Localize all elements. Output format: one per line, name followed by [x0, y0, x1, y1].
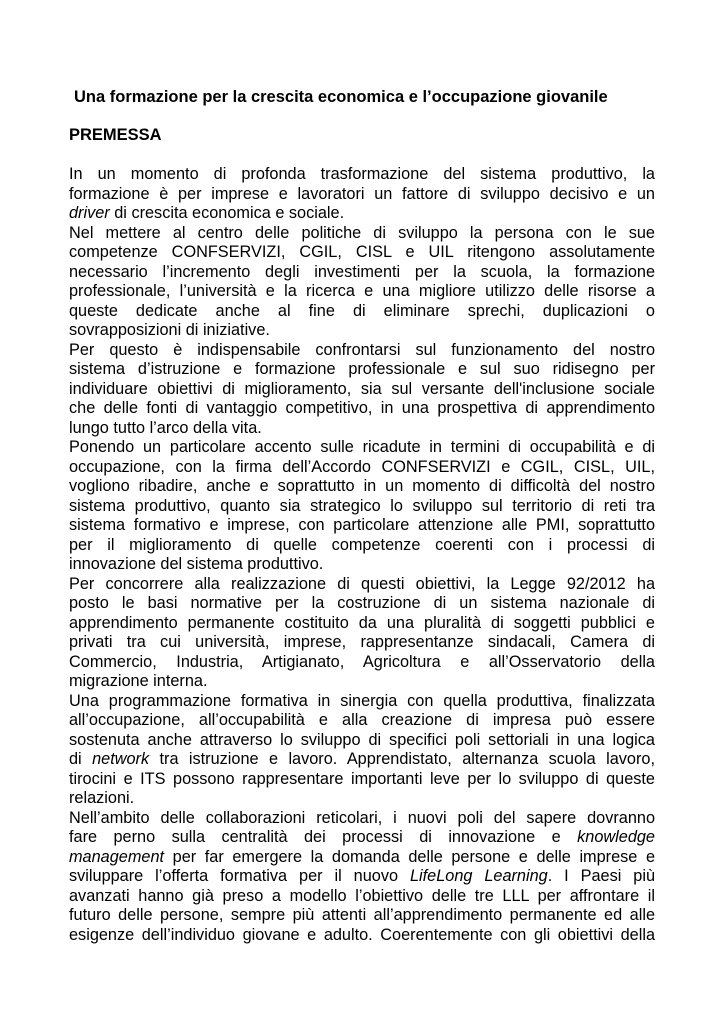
text-line: sovrapposizioni di iniziative. [69, 321, 270, 339]
text-run: di crescita economica e sociale. [109, 204, 345, 222]
text-line: Per questo è indispensabile confrontarsi sul funzionamento del nostro [69, 340, 655, 359]
text-line: sistema produttivo, quanto sia strategico lo sviluppo sul territorio di reti tra [69, 496, 655, 515]
text-line: relazioni. [69, 789, 135, 807]
text-line: Per concorrere alla realizzazione di questi obiettivi, la Legge 92/2012 ha [69, 574, 655, 593]
italic-term: knowledge [577, 828, 655, 846]
italic-term: network [92, 750, 150, 768]
text-line: privati tra cui università, imprese, rappresentanze sindacali, Camera di [69, 633, 655, 651]
text-line: futuro delle persone, sempre più attenti all’apprendimento permanente ed alle [69, 906, 655, 924]
body-paragraphs [69, 165, 655, 945]
text-line: In un momento di profonda trasformazione del sistema produttivo, la [69, 165, 655, 183]
italic-term: management [69, 847, 165, 866]
text-line: per il miglioramento di quelle competenze coerenti con i processi di [69, 535, 655, 554]
text-line: Nell’ambito delle collaborazioni reticolari, i nuovi poli del sapere dovranno [69, 808, 655, 827]
document-title: Una formazione per la crescita economica e l’occupazione giovanile [74, 88, 608, 106]
text-line: avanzati hanno già preso a modello l’obiettivo delle tre LLL per affrontare il [69, 886, 655, 905]
text-line: competenze CONFSERVIZI, CGIL, CISL e UIL ritengono assolutamente [69, 243, 655, 261]
text-run: . I Paesi più [547, 867, 655, 885]
text-line: formazione è per imprese e lavoratori un fattore di sviluppo decisivo e un [69, 184, 655, 203]
section-heading-premessa: PREMESSA [69, 126, 162, 144]
text-run: tra istruzione e lavoro. Apprendistato, alternanza scuola lavoro, [149, 750, 655, 768]
text-line: tirocini e ITS possono rappresentare importanti leve per lo sviluppo di queste [69, 769, 655, 788]
text-line [69, 848, 655, 868]
text-line: Ponendo un particolare accento sulle ricadute in termini di occupabilità e di [69, 438, 655, 456]
text-line [69, 867, 655, 887]
text-line: necessario l’incremento degli investimenti per la scuola, la formazione [69, 262, 655, 281]
text-line: migrazione interna. [69, 672, 208, 690]
text-line: all’occupazione, all’occupabilità e alla creazione di impresa può essere [69, 711, 655, 729]
text-line: professionale, l’università e la ricerca e una migliore utilizzo delle risorse a [69, 282, 655, 300]
text-line: queste dedicate anche al fine di eliminare sprechi, duplicazioni o [69, 301, 655, 320]
text-line: individuare obiettivi di miglioramento, sia sul versante dell'inclusione sociale [69, 379, 655, 398]
text-line: lungo tutto l’arco della vita. [69, 418, 262, 437]
text-run: di [69, 750, 93, 768]
text-line: sistema d’istruzione e formazione professionale e sul suo ridisegno per [69, 360, 655, 378]
text-run: sviluppare l’offerta formativa per il nuovo [69, 867, 410, 885]
text-line: innovazione del sistema produttivo. [69, 555, 324, 573]
text-line: apprendimento permanente costituito da una pluralità di soggetti pubblici e [69, 613, 655, 632]
text-run: per far emergere la domanda delle persone e delle imprese e [164, 847, 655, 866]
italic-term: LifeLong Learning [409, 867, 548, 885]
text-run: fare perno sulla centralità dei processi di innovazione e [69, 828, 578, 846]
text-line: Una programmazione formativa in sinergia con quella produttiva, finalizzata [69, 691, 655, 710]
text-line: che delle fonti di vantaggio competitivo, in una prospettiva di apprendimento [69, 399, 655, 417]
text-line: occupazione, con la firma dell’Accordo CONFSERVIZI e CGIL, CISL, UIL, [69, 457, 655, 476]
text-line: sostenuta anche attraverso lo sviluppo di specifici poli settoriali in una logica [69, 730, 655, 749]
text-line [69, 204, 655, 224]
text-line: vogliono ribadire, anche e soprattutto in un momento di difficoltà del nostro [69, 477, 655, 495]
text-line: posto le basi normative per la costruzione di un sistema nazionale di [69, 594, 655, 612]
text-line [69, 750, 655, 770]
text-line: esigenze dell’individuo giovane e adulto. Coerentemente con gli obiettivi della [69, 925, 655, 944]
text-line: sistema formativo e imprese, con particolare attenzione alle PMI, soprattutto [69, 516, 655, 534]
text-line: Commercio, Industria, Artigianato, Agricoltura e all’Osservatorio della [69, 652, 655, 671]
italic-term: driver [69, 204, 110, 222]
text-line: Nel mettere al centro delle politiche di sviluppo la persona con le sue [69, 223, 655, 242]
text-line [69, 828, 655, 848]
